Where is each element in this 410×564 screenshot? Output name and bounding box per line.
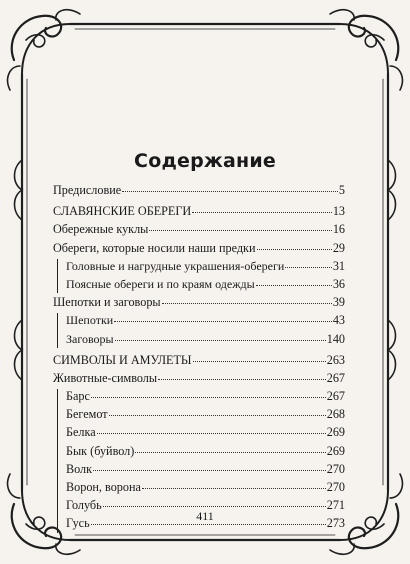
toc-group	[53, 351, 345, 533]
toc-entry-title: Обережные куклы	[53, 222, 149, 237]
toc-entry-page: 269	[326, 443, 345, 458]
toc-entry	[53, 293, 345, 311]
toc-leader-dots	[93, 469, 326, 471]
toc-entry	[53, 369, 345, 387]
toc-leader-dots	[256, 284, 332, 286]
toc-leader-dots	[91, 396, 326, 398]
toc-entry	[53, 220, 345, 238]
toc-leader-dots	[193, 360, 326, 362]
toc-entry	[53, 387, 345, 405]
toc-entry-page: 268	[326, 407, 345, 422]
toc-entry-page: 43	[332, 313, 345, 328]
toc-entry-title: Предисловие	[53, 183, 122, 197]
toc-entry-page: 140	[326, 331, 345, 346]
toc-entry	[53, 442, 345, 460]
toc-entry	[53, 275, 345, 293]
toc-entry-title: Бегемот	[66, 407, 108, 422]
toc-entry-page: 36	[332, 276, 345, 291]
toc-entry	[53, 478, 345, 496]
table-of-contents	[53, 181, 345, 533]
toc-entry-title: Шепотки и заговоры	[53, 295, 161, 310]
toc-entry-title: СИМВОЛЫ И АМУЛЕТЫ	[53, 352, 192, 367]
toc-leader-dots	[149, 229, 331, 231]
toc-entry	[53, 351, 345, 369]
toc-entry-title: Бык (буйвол)	[66, 443, 135, 458]
toc-entry-page: 5	[338, 183, 345, 197]
toc-entry-title: Заговоры	[66, 331, 114, 346]
indent-guide-line	[57, 259, 58, 293]
toc-entry-title: Обереги, которые носили наши предки	[53, 240, 256, 255]
toc-entry-page: 267	[326, 389, 345, 404]
toc-entry-page: 16	[332, 222, 345, 237]
toc-group	[53, 202, 345, 348]
toc-leader-dots	[257, 248, 332, 250]
toc-entry	[53, 330, 345, 348]
toc-entry-page: 273	[326, 516, 345, 531]
indent-guide-line	[57, 313, 58, 347]
toc-entry-page: 270	[326, 480, 345, 494]
toc-entry-page: 271	[326, 498, 345, 513]
toc-entry-title: Белка	[66, 425, 96, 440]
page-number: 411	[196, 509, 214, 523]
toc-entry	[53, 423, 345, 441]
toc-entry-title: Поясные обереги и по краям одежды	[66, 276, 255, 291]
toc-entry	[53, 460, 345, 478]
toc-entry	[53, 239, 345, 257]
toc-entry-page: 31	[332, 258, 345, 273]
toc-leader-dots	[109, 414, 326, 416]
toc-entry-title: Ворон, ворона	[66, 480, 141, 494]
toc-entry-page: 263	[326, 352, 345, 367]
toc-leader-dots	[114, 320, 332, 322]
toc-leader-dots	[285, 266, 332, 268]
toc-leader-dots	[192, 211, 332, 213]
toc-entry-title: Головные и нагрудные украшения-обереги	[66, 258, 285, 273]
toc-entry	[53, 181, 345, 199]
toc-leader-dots	[135, 451, 325, 453]
toc-group	[53, 181, 345, 199]
toc-entry-page: 13	[332, 204, 345, 219]
toc-title: Содержание	[134, 150, 276, 172]
toc-entry-title: Шепотки	[66, 313, 114, 328]
toc-leader-dots	[142, 487, 326, 489]
toc-entry-page: 39	[332, 295, 345, 310]
toc-entry	[53, 202, 345, 220]
toc-leader-dots	[122, 190, 338, 192]
toc-entry-title: СЛАВЯНСКИЕ ОБЕРЕГИ	[53, 204, 192, 219]
toc-entry-page: 29	[332, 240, 345, 255]
toc-entry	[53, 257, 345, 275]
toc-entry-page: 267	[326, 370, 345, 385]
toc-leader-dots	[103, 505, 326, 507]
toc-leader-dots	[162, 302, 332, 304]
toc-leader-dots	[158, 378, 326, 380]
toc-entry-title: Голубь	[66, 498, 102, 513]
toc-entry	[53, 405, 345, 423]
toc-entry-title: Волк	[66, 461, 93, 476]
toc-entry-title: Животные-символы	[53, 370, 158, 385]
toc-entry-title: Барс	[66, 389, 90, 404]
toc-entry-page: 269	[326, 425, 345, 440]
toc-entry-title: Гусь	[66, 516, 90, 531]
toc-leader-dots	[115, 339, 326, 341]
toc-leader-dots	[97, 432, 326, 434]
toc-entry-page: 270	[326, 461, 345, 476]
toc-entry	[53, 311, 345, 329]
